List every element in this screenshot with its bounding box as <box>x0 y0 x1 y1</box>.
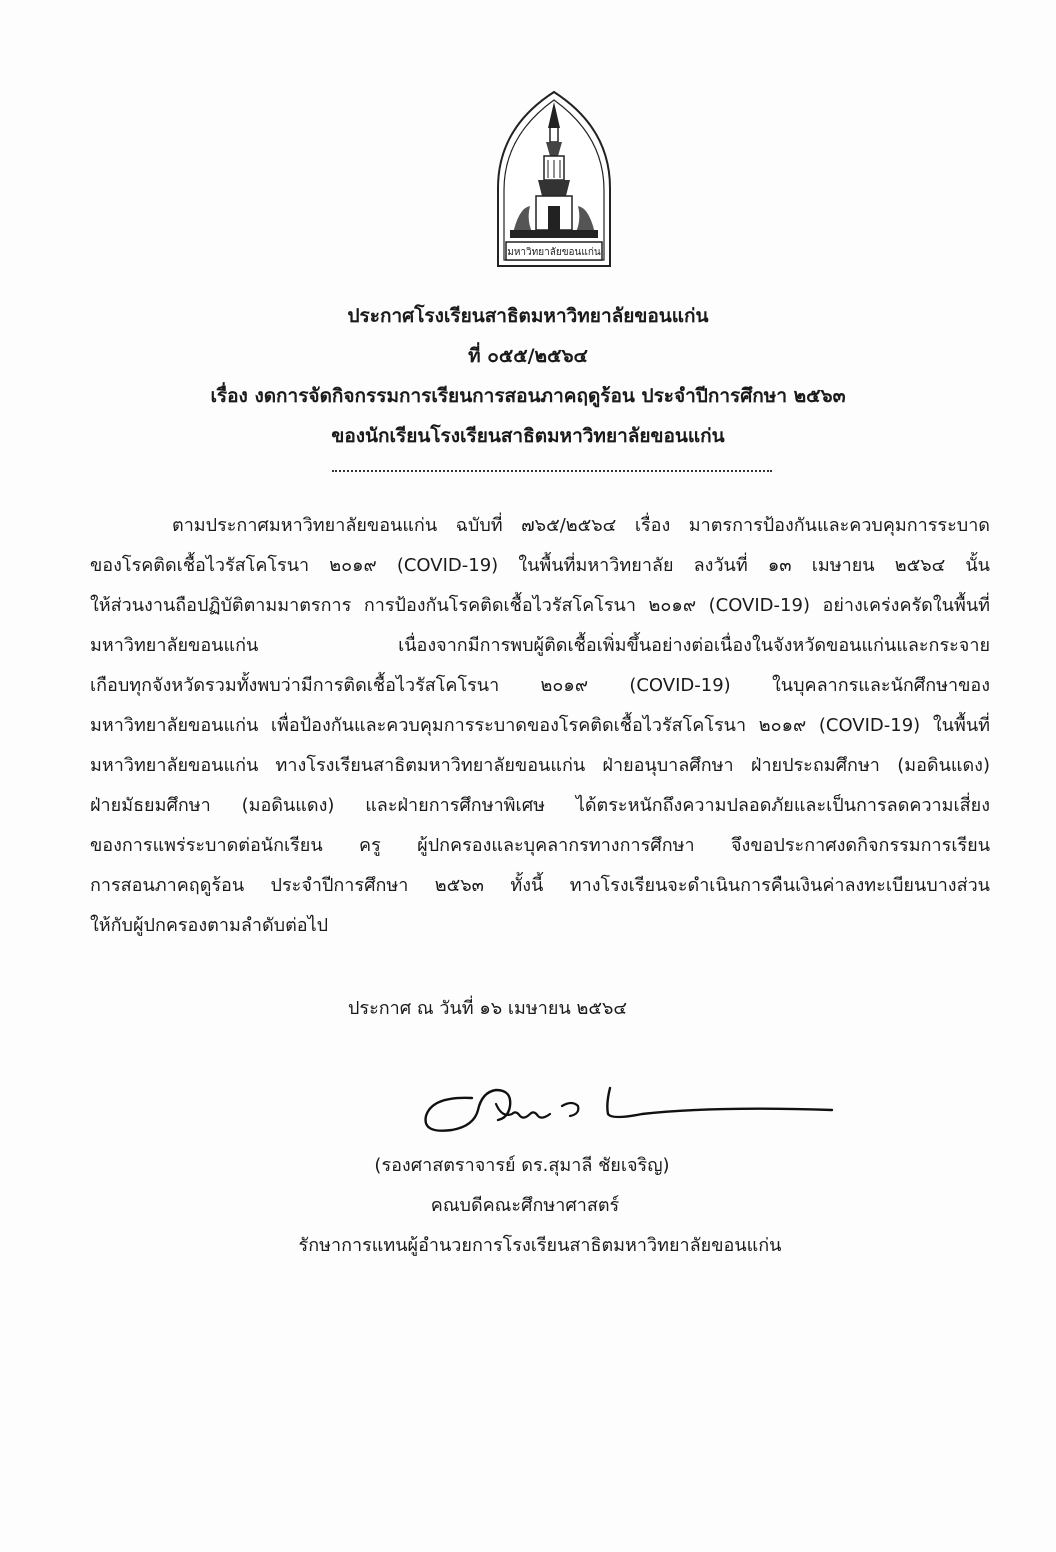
body-line: มหาวิทยาลัยขอนแก่น เพื่อป้องกันและควบคุมการระบาดของโรคติดเชื้อไวรัสโคโรนา ๒๐๑๙ (COVID-19) ในพื้นที่ <box>90 715 990 736</box>
announcement-title: ประกาศโรงเรียนสาธิตมหาวิทยาลัยขอนแก่น <box>347 305 709 327</box>
body-line: ให้กับผู้ปกครองตามลำดับต่อไป <box>90 915 329 936</box>
body-line: มหาวิทยาลัยขอนแก่น เนื่องจากมีการพบผู้ติดเชื้อเพิ่มขึ้นอย่างต่อเนื่องในจังหวัดขอนแก่นและกระจาย <box>90 635 990 656</box>
announcement-date: ประกาศ ณ วันที่ ๑๖ เมษายน ๒๕๖๔ <box>348 998 628 1019</box>
university-emblem-logo <box>490 88 618 274</box>
body-line: ของโรคติดเชื้อไวรัสโคโรนา ๒๐๑๙ (COVID-19) ในพื้นที่มหาวิทยาลัย ลงวันที่ ๑๓ เมษายน ๒๕๖๔ นั้น <box>90 555 990 576</box>
handwritten-signature <box>412 1070 842 1150</box>
emblem-banner-text: มหาวิทยาลัยขอนแก่น <box>507 247 601 258</box>
signatory-name: (รองศาสตราจารย์ ดร.สุมาลี ชัยเจริญ) <box>374 1155 670 1176</box>
announcement-subject-continued: ของนักเรียนโรงเรียนสาธิตมหาวิทยาลัยขอนแก่น <box>331 425 725 447</box>
announcement-number: ที่ ๐๕๕/๒๕๖๔ <box>468 345 588 367</box>
body-line: การสอนภาคฤดูร้อน ประจำปีการศึกษา ๒๕๖๓ ทั้งนี้ ทางโรงเรียนจะดำเนินการคืนเงินค่าลงทะเบียนบางส่วน <box>90 875 990 896</box>
announcement-subject: เรื่อง งดการจัดกิจกรรมการเรียนการสอนภาคฤดูร้อน ประจำปีการศึกษา ๒๕๖๓ <box>210 385 846 407</box>
dotted-separator <box>332 470 772 472</box>
body-line: ให้ส่วนงานถือปฏิบัติตามมาตรการ การป้องกันโรคติดเชื้อไวรัสโคโรนา ๒๐๑๙ (COVID-19) อย่างเคร่งครัดในพื้นที่ <box>90 595 990 616</box>
body-line: เกือบทุกจังหวัดรวมทั้งพบว่ามีการติดเชื้อไวรัสโคโรนา ๒๐๑๙ (COVID-19) ในบุคลากรและนักศึกษาของ <box>90 675 990 696</box>
signatory-acting-role: รักษาการแทนผู้อำนวยการโรงเรียนสาธิตมหาวิทยาลัยขอนแก่น <box>298 1235 782 1256</box>
body-line: ฝ่ายมัธยมศึกษา (มอดินแดง) และฝ่ายการศึกษาพิเศษ ได้ตระหนักถึงความปลอดภัยและเป็นการลดความเสี่ยง <box>90 795 990 816</box>
signatory-position: คณบดีคณะศึกษาศาสตร์ <box>430 1195 620 1216</box>
body-line: ของการแพร่ระบาดต่อนักเรียน ครู ผู้ปกครองและบุคลากรทางการศึกษา จึงขอประกาศงดกิจกรรมการเรียน <box>90 835 990 856</box>
body-line: ตามประกาศมหาวิทยาลัยขอนแก่น ฉบับที่ ๗๖๕/๒๕๖๔ เรื่อง มาตรการป้องกันและควบคุมการระบาด <box>172 515 990 536</box>
body-line: มหาวิทยาลัยขอนแก่น ทางโรงเรียนสาธิตมหาวิทยาลัยขอนแก่น ฝ่ายอนุบาลศึกษา ฝ่ายประถมศึกษา (มอดินแดง) <box>90 755 990 776</box>
